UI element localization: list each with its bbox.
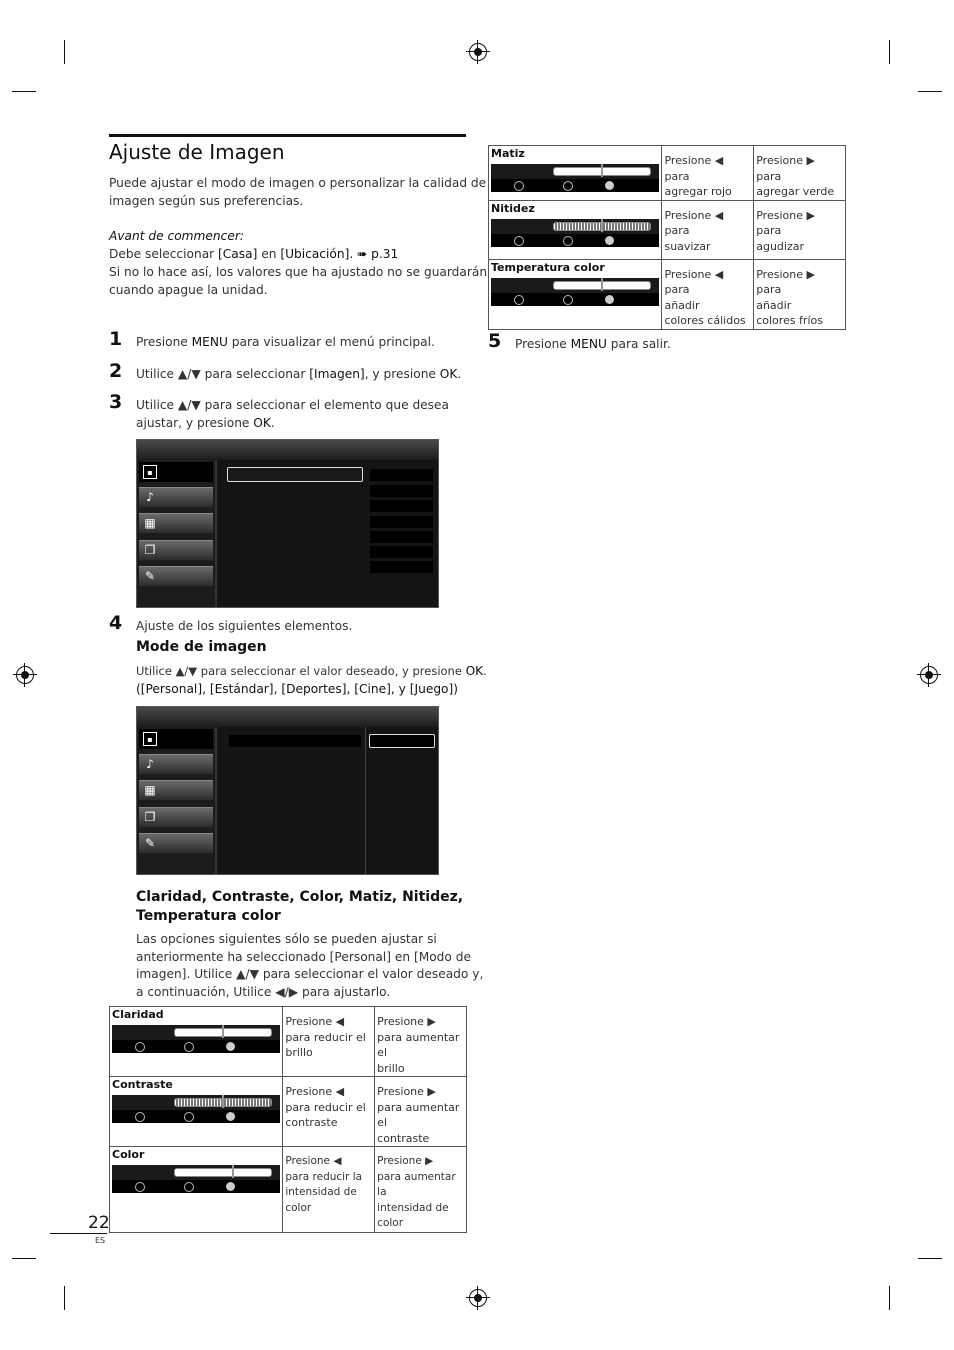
step-number: 3 [109,391,123,413]
item-label: Nitidez [491,201,535,215]
menu-features-tab [139,540,213,560]
crop-mark [64,1286,65,1310]
slider-cursor [232,1165,234,1178]
decrease-text: Presione ◀ para reducir el contraste [285,1085,366,1129]
edit-icon: ✎ [144,836,156,850]
registration-mark-icon [469,43,487,61]
slider-cursor [222,1095,224,1108]
crop-mark [918,1258,942,1259]
music-note-icon: ♪ [146,490,154,504]
table-row [489,146,846,201]
menu-row [370,500,433,512]
menu-divider [365,727,366,874]
slider-cursor [222,1025,224,1038]
menu-setup-tab [139,780,213,800]
slider-widget [491,219,659,247]
step-number: 1 [109,328,123,350]
menu-screenshot-mode [136,706,439,875]
increase-text: Presione ▶ para aumentar la intensidad de color [377,1155,456,1229]
step-text: Utilice ▲/▼ para seleccionar el elemento que desea ajustar, y presione OK. [136,398,449,430]
slider-buttons [112,1110,280,1123]
adjust-text: Las opciones siguientes sólo se pueden ajustar si anteriormente ha seleccionado [Personal] en [Modo de imagen]. Utilice ▲/▼ para seleccionar el valor deseado y, a continuación, Utilice ◀/▶ para ajustarlo. [136,932,484,999]
menu-row [370,546,433,558]
right-button-icon [605,236,614,245]
step-number: 5 [488,330,502,352]
intro-text: Puede ajustar el modo de imagen o personalizar la calidad de imagen según sus preferencias. [109,176,487,208]
increase-text: Presione ▶ para agregar verde [756,154,835,198]
left-button-icon [514,181,524,191]
table-row [110,1007,467,1077]
right-button-icon [605,181,614,190]
slider-track [174,1168,272,1177]
slider-cursor [601,278,603,291]
slider-buttons [491,293,659,306]
picture-icon: ▪ [143,465,157,479]
menu-language-tab [139,833,213,853]
left-button-icon [135,1042,145,1052]
menu-setup-tab [139,513,213,533]
menu-sound-tab [139,754,213,774]
table-row [489,200,846,259]
step-number: 2 [109,360,123,382]
slider-buttons [112,1180,280,1193]
menu-row [229,735,361,747]
copy-icon: ❐ [144,543,156,557]
registration-mark-icon [469,1289,487,1307]
increase-text: Presione ▶ para agudizar [756,208,815,253]
menu-top-bar [137,440,438,460]
page-number: 22 [88,1213,110,1233]
before-start: Avant de commencer: Debe seleccionar [Casa] en [Ubicación]. ➠ p.31 Si no lo hace así, los valores que ha ajustado no se guardarán cuando apague la unidad. [109,229,488,297]
edit-icon: ✎ [144,569,156,583]
title-rule [109,134,466,137]
decrease-text: Presione ◀ para reducir el brillo [285,1015,366,1059]
ok-button-icon [563,181,573,191]
slider-cursor [601,219,603,232]
crop-mark [918,91,942,92]
item-label: Claridad [112,1008,164,1021]
left-button-icon [135,1182,145,1192]
grid-icon: ▦ [144,516,156,530]
increase-text: Presione ▶ para aumentar el contraste [377,1085,460,1145]
left-button-icon [514,295,524,305]
decrease-text: Presione ◀ para reducir la intensidad de color [285,1155,363,1214]
menu-features-tab [139,807,213,827]
item-label: Color [112,1148,145,1161]
ok-button-icon [563,295,573,305]
menu-sound-tab [139,487,213,507]
adjust-table-right [488,145,846,330]
slider-buttons [491,234,659,247]
slider-cursor [601,164,603,177]
music-note-icon: ♪ [146,757,154,771]
ok-button-icon [184,1042,194,1052]
slider-widget [491,278,659,306]
slider-widget [112,1165,280,1193]
item-label: Temperatura color [491,260,605,274]
ok-button-icon [184,1112,194,1122]
slider-widget [112,1025,280,1053]
decrease-text: Presione ◀ para añadir colores cálidos [664,267,746,327]
left-button-icon [514,236,524,246]
menu-screenshot-main [136,439,439,608]
step-number: 4 [109,612,123,634]
menu-side-panel [137,460,217,607]
menu-row [370,516,433,528]
slider-widget [112,1095,280,1123]
right-button-icon [226,1042,235,1051]
menu-top-bar [137,707,438,727]
menu-side-panel [137,727,217,874]
mode-heading: Mode de imagen [136,639,267,655]
menu-picture-tab [139,729,213,749]
grid-icon: ▦ [144,783,156,797]
right-button-icon [226,1112,235,1121]
menu-row [370,561,433,573]
decrease-text: Presione ◀ para agregar rojo [664,154,732,198]
language-code: ES [95,1236,106,1245]
page-title: Ajuste de Imagen [109,140,285,164]
ok-button-icon [184,1182,194,1192]
copy-icon: ❐ [144,810,156,824]
decrease-text: Presione ◀ para suavizar [664,208,724,253]
increase-text: Presione ▶ para aumentar el brillo [377,1015,460,1075]
adjust-heading: Claridad, Contraste, Color, Matiz, Nitidez, Temperatura color [136,889,464,924]
menu-highlight [369,734,435,748]
adjust-table-left [109,1006,467,1233]
page-number-rule [50,1233,107,1234]
crop-mark [12,1258,36,1259]
step-text: Utilice ▲/▼ para seleccionar [Imagen], y presione OK. [136,367,462,381]
left-button-icon [135,1112,145,1122]
menu-row [370,531,433,543]
right-button-icon [226,1182,235,1191]
step-text: Ajuste de los siguientes elementos. [136,619,353,633]
crop-mark [889,1286,890,1310]
slider-buttons [112,1040,280,1053]
increase-text: Presione ▶ para añadir colores fríos [756,267,823,327]
slider-widget [491,164,659,192]
step-text: Presione MENU para visualizar el menú principal. [136,335,435,349]
table-row [110,1147,467,1233]
menu-highlight [227,467,363,482]
crop-mark [64,40,65,64]
item-label: Matiz [491,147,525,160]
crop-mark [889,40,890,64]
step-text: Presione MENU para salir. [515,337,671,351]
menu-row [370,485,433,497]
mode-text: Utilice ▲/▼ para seleccionar el valor deseado, y presione OK. ([Personal], [Estándar], [Deportes], [Cine], y [Juego]) [136,664,487,696]
picture-icon: ▪ [143,732,157,746]
slider-buttons [491,179,659,192]
registration-mark-icon [920,666,938,684]
crop-mark [12,91,36,92]
item-label: Contraste [112,1078,173,1091]
table-row [110,1077,467,1147]
right-button-icon [605,295,614,304]
ok-button-icon [563,236,573,246]
table-row [489,259,846,329]
menu-picture-tab [139,462,213,482]
registration-mark-icon [16,666,34,684]
menu-language-tab [139,566,213,586]
menu-row [370,469,433,481]
